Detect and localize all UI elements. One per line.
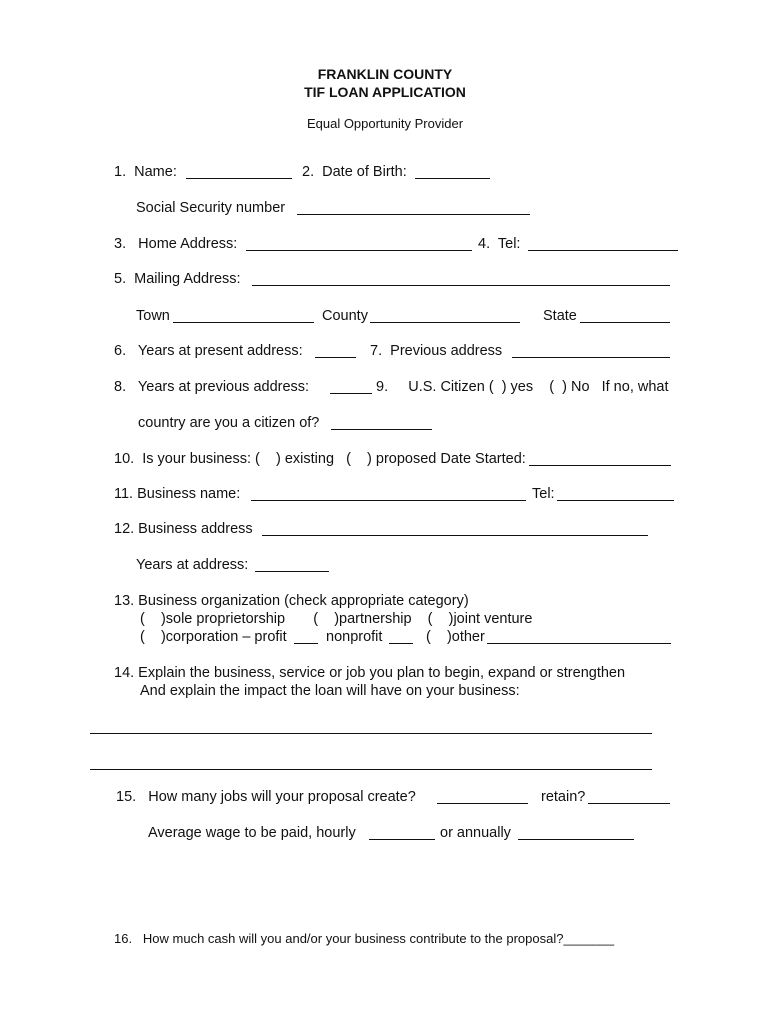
business-tel-label: Tel: — [532, 486, 555, 502]
years-previous-label: 8. Years at previous address: — [114, 379, 310, 395]
years-present-label: 6. Years at present address: — [114, 343, 303, 359]
town-field[interactable] — [173, 322, 314, 323]
mailing-address-field[interactable] — [252, 285, 670, 286]
business-address-label: 12. Business address — [114, 521, 253, 537]
business-name-field[interactable] — [251, 500, 526, 501]
name-label: 1. Name: — [114, 164, 177, 180]
explain-impact-label: And explain the impact the loan will have on your business: — [140, 683, 520, 699]
name-field[interactable] — [186, 178, 292, 179]
nonprofit-field[interactable] — [389, 643, 413, 644]
ssn-label: Social Security number — [136, 200, 286, 216]
home-address-label: 3. Home Address: — [114, 236, 238, 252]
business-name-label: 11. Business name: — [114, 486, 241, 502]
citizen-label: 9. U.S. Citizen ( ) yes ( ) No If no, what — [376, 379, 669, 395]
wage-label: Average wage to be paid, hourly — [148, 825, 356, 841]
ssn-field[interactable] — [297, 214, 530, 215]
form-title: TIF LOAN APPLICATION — [304, 84, 466, 100]
years-at-address-label: Years at address: — [136, 557, 249, 573]
previous-address-field[interactable] — [512, 357, 670, 358]
state-field[interactable] — [580, 322, 670, 323]
dob-label: 2. Date of Birth: — [302, 164, 407, 180]
organization-label: 13. Business organization (check appropriate category) — [114, 593, 469, 609]
annual-wage-field[interactable] — [518, 839, 634, 840]
corporation-profit-option[interactable]: ( )corporation – profit — [140, 629, 287, 645]
dob-field[interactable] — [415, 178, 490, 179]
mailing-address-label: 5. Mailing Address: — [114, 271, 241, 287]
hourly-wage-field[interactable] — [369, 839, 435, 840]
home-address-field[interactable] — [246, 250, 472, 251]
state-label: State — [543, 308, 577, 324]
annually-label: or annually — [440, 825, 511, 841]
form-subtitle: Equal Opportunity Provider — [306, 116, 464, 131]
jobs-retain-field[interactable] — [588, 803, 670, 804]
county-field[interactable] — [370, 322, 520, 323]
tel-field[interactable] — [528, 250, 678, 251]
organization-options-1[interactable]: ( )sole proprietorship ( )partnership ( )joint venture — [140, 611, 533, 627]
other-option[interactable]: ( )other — [426, 629, 485, 645]
previous-address-label: 7. Previous address — [370, 343, 503, 359]
citizen-country-label: country are you a citizen of? — [138, 415, 320, 431]
nonprofit-label: nonprofit — [326, 629, 383, 645]
years-at-address-field[interactable] — [255, 571, 329, 572]
county-label: County — [322, 308, 368, 324]
jobs-retain-label: retain? — [541, 789, 586, 805]
county-heading: FRANKLIN COUNTY — [317, 66, 453, 82]
cash-contribution-label[interactable]: 16. How much cash will you and/or your business contribute to the proposal?_______ — [114, 931, 615, 946]
profit-field[interactable] — [294, 643, 318, 644]
jobs-created-label: 15. How many jobs will your proposal create? — [116, 789, 416, 805]
citizen-country-field[interactable] — [331, 429, 432, 430]
jobs-created-field[interactable] — [437, 803, 528, 804]
explain-line-1[interactable] — [90, 733, 652, 734]
explain-line-2[interactable] — [90, 769, 652, 770]
explain-business-label: 14. Explain the business, service or job you plan to begin, expand or strengthen — [114, 665, 626, 681]
town-label: Town — [136, 308, 170, 324]
business-address-field[interactable] — [262, 535, 648, 536]
date-started-field[interactable] — [529, 465, 671, 466]
other-field[interactable] — [487, 643, 671, 644]
business-tel-field[interactable] — [557, 500, 674, 501]
business-status-label: 10. Is your business: ( ) existing ( ) proposed Date Started: — [114, 451, 526, 467]
years-present-field[interactable] — [315, 357, 356, 358]
years-previous-field[interactable] — [330, 393, 372, 394]
tel-label: 4. Tel: — [478, 236, 521, 252]
